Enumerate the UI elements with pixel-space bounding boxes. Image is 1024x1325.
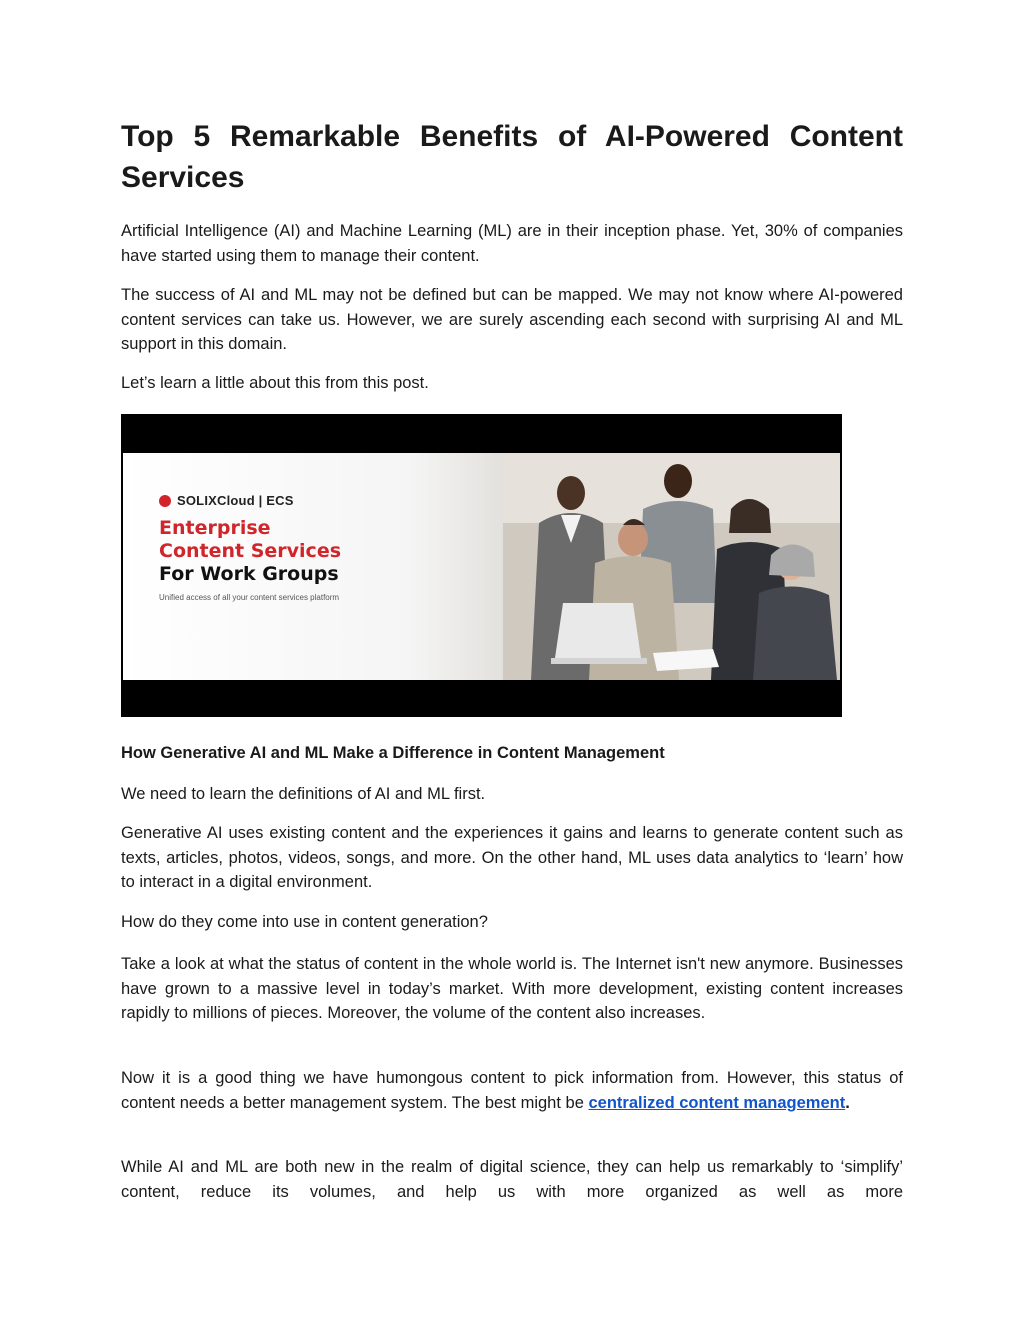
paragraph-question: How do they come into use in content generation?	[121, 913, 488, 931]
hero-subline: Unified access of all your content services platform	[159, 593, 340, 602]
hero-image-content	[123, 453, 840, 680]
paragraph-status: Take a look at what the status of content in the whole world is. The Internet isn't new anymore. Businesses have grown to a massive level in today’s market. With more development, existing content increases rapidly to millions of pieces. Moreover, the volume of the content also increases.	[121, 955, 903, 1022]
solix-logo-icon	[159, 495, 171, 507]
solix-logo	[159, 493, 294, 508]
paragraph-lead-in: Let’s learn a little about this from this post.	[121, 374, 429, 392]
paragraph-intro: Artificial Intelligence (AI) and Machine Learning (ML) are in their inception phase. Yet, 30% of companies have started using them to manage their content.	[121, 222, 903, 265]
solix-logo-text: SOLIXCloud | ECS	[177, 493, 294, 508]
paragraph-simplify: While AI and ML are both new in the realm of digital science, they can help us remarkably to ‘simplify’ content, reduce its volumes, and help us with more organized as well as more	[121, 1158, 903, 1201]
hero-headline-line2: Content Services	[159, 540, 342, 562]
article-title: Top 5 Remarkable Benefits of AI-Powered Content Services	[121, 120, 903, 194]
paragraph-management-period: .	[845, 1093, 850, 1112]
paragraph-success: The success of AI and ML may not be defined but can be mapped. We may not know where AI-powered content services can take us. However, we are surely ascending each second with surprising AI and ML support in this domain.	[121, 286, 903, 353]
paragraph-generative-ai: Generative AI uses existing content and the experiences it gains and learns to generate content such as texts, articles, photos, videos, songs, and more. On the other hand, ML uses data analytics to ‘learn’ how to interact in a digital environment.	[121, 824, 903, 891]
hero-image	[121, 414, 842, 717]
hero-headline-line3: For Work Groups	[159, 563, 339, 585]
hero-headline-line1: Enterprise	[159, 517, 271, 539]
centralized-content-management-link[interactable]: centralized content management	[588, 1093, 846, 1112]
paragraph-management-text: Now it is a good thing we have humongous content to pick information from. However, this status of content needs a better management system. The best might be	[121, 1069, 903, 1112]
team-photo-illustration	[503, 453, 840, 680]
paragraph-definitions: We need to learn the definitions of AI and ML first.	[121, 785, 486, 803]
paragraph-management	[121, 1066, 903, 1115]
section-heading: How Generative AI and ML Make a Difference in Content Management	[121, 744, 665, 762]
